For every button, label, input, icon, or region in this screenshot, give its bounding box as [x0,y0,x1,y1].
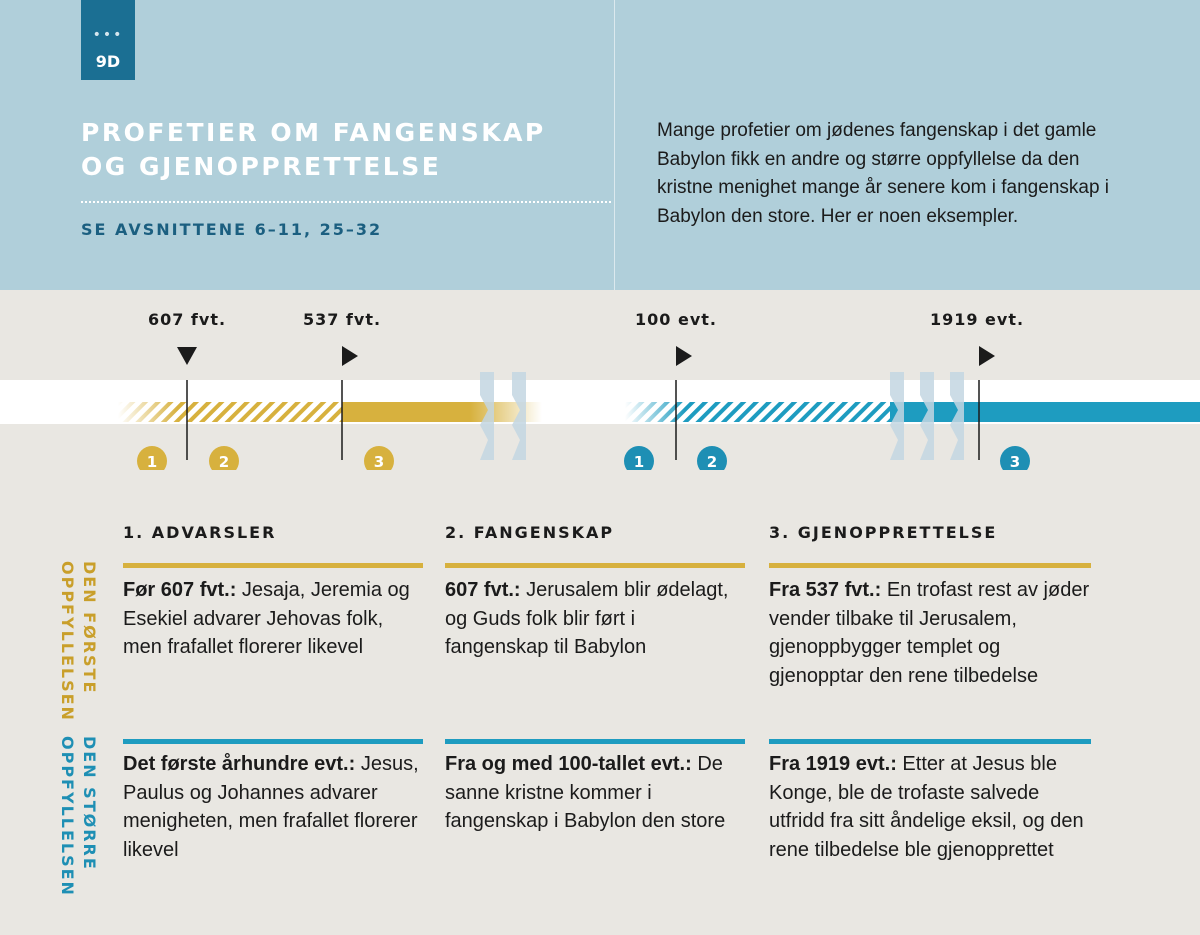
page-title [81,116,601,184]
greater-marker-3-label: 3 [1009,453,1021,470]
title-line-2: OG GJENOPPRETTELSE [81,152,442,181]
row-label-first-line1: DEN FØRSTE [80,561,99,695]
column-heading-restoration: 3. GJENOPPRETTELSE [769,523,998,542]
row-label-first [56,561,100,722]
cell-lead: Fra 537 fvt.: [769,579,882,601]
rule-greater-warnings [123,739,423,744]
date-1919: 1919 evt. [929,310,1025,329]
row-label-greater [56,736,100,897]
title-line-1: PROFETIER OM FANGENSKAP [81,118,546,147]
badge-label: 9D [95,52,121,71]
cell-lead: Før 607 fvt.: [123,579,237,601]
row-label-first-line2: OPPFYLLELSEN [58,561,77,722]
first-marker-2-label: 2 [218,453,230,470]
cell-text: Etter at Jesus ble Konge, ble de trofaste salvede utfridd fra sitt åndelige eksil, og den rene tilbedelse ble gjenopprettet [769,753,1084,861]
date-537: 537 fvt. [302,310,382,329]
first-marker-1-label: 1 [146,453,158,470]
cell-greater-restoration [769,750,1099,864]
arrow-right-icon [342,346,358,366]
column-heading-warnings: 1. ADVARSLER [123,523,277,542]
cell-first-captivity [445,576,741,662]
arrow-right-icon [979,346,995,366]
cell-greater-warnings [123,750,419,864]
column-heading-captivity: 2. FANGENSKAP [445,523,615,542]
rule-first-captivity [445,563,745,568]
cell-lead: Det første århundre evt.: [123,753,356,775]
rule-first-warnings [123,563,423,568]
section-badge [81,0,135,80]
cell-text: Jesus, Paulus og Johannes advarer menigheten, men frafallet florerer likevel [123,753,419,861]
rule-greater-restoration [769,739,1091,744]
cell-first-restoration [769,576,1099,690]
arrow-right-icon [676,346,692,366]
rule-first-restoration [769,563,1091,568]
cell-text: Jesaja, Jeremia og Esekiel advarer Jehovas folk, men frafallet florerer likevel [123,579,410,658]
header-divider [614,0,615,290]
intro-text: Mange profetier om jødenes fangenskap i det gamle Babylon fikk en andre og større oppfyllelse da den kristne menighet mange år senere kom i fangenskap i Babylon den store. Her er noen eksempler. [657,120,1110,227]
cell-text: De sanne kristne kommer i fangenskap i Babylon den store [445,753,726,832]
first-marker-3-label: 3 [373,453,385,470]
header-panel [0,0,1200,290]
greater-marker-1-label: 1 [633,453,645,470]
badge-dots-icon: ••• [92,27,124,43]
date-607: 607 fvt. [147,310,227,329]
cell-text: Jerusalem blir ødelagt, og Guds folk blir ført i fangenskap til Babylon [445,579,729,658]
greater-solid-bar [978,402,1200,422]
date-100: 100 evt. [635,310,717,329]
greater-marker-2-label: 2 [706,453,718,470]
cell-greater-captivity [445,750,741,836]
row-label-greater-line1: DEN STØRRE [80,736,99,871]
cell-lead: 607 fvt.: [445,579,521,601]
timeline [0,290,1200,470]
cell-lead: Fra 1919 evt.: [769,753,897,775]
cell-lead: Fra og med 100-tallet evt.: [445,753,692,775]
subtitle: SE AVSNITTENE 6–11, 25–32 [81,220,383,239]
title-divider [81,201,611,203]
cell-first-warnings [123,576,419,662]
rule-greater-captivity [445,739,745,744]
cell-text: En trofast rest av jøder vender tilbake til Jerusalem, gjenoppbygger templet og gjenopptar den rene tilbedelse [769,579,1090,687]
arrow-down-icon [177,347,197,365]
row-label-greater-line2: OPPFYLLELSEN [58,736,77,897]
